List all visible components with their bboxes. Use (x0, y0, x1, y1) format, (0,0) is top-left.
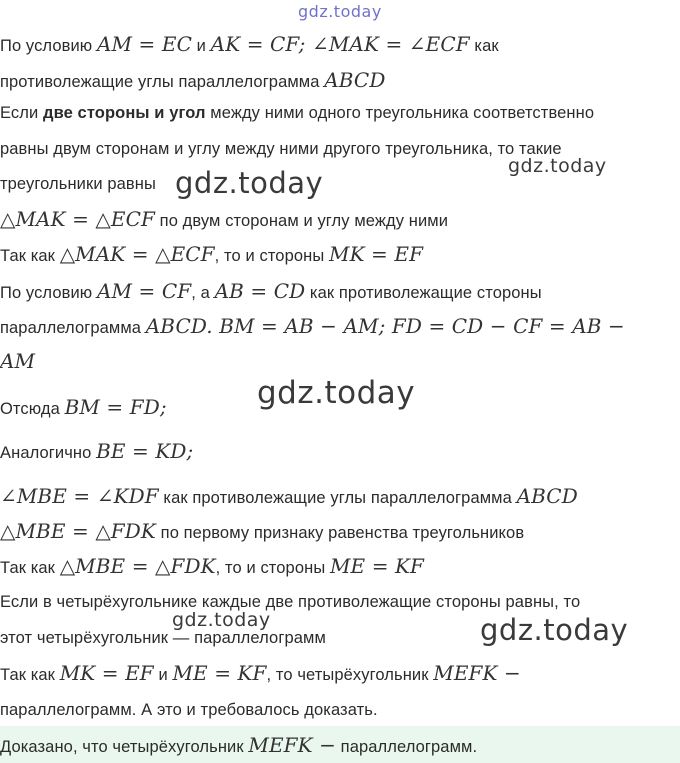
conclusion-line (0, 733, 477, 759)
line-10 (0, 349, 35, 375)
line-15 (0, 554, 424, 580)
math: ME = KF (172, 661, 267, 685)
text: Так как (0, 247, 60, 265)
math: BM = FD; (64, 395, 167, 419)
text: противолежащие углы параллелограмма (0, 73, 325, 91)
math: AM (0, 349, 36, 373)
text: , то и стороны (215, 559, 330, 577)
line-1 (0, 32, 499, 58)
line-18 (0, 661, 521, 687)
line-5 (0, 172, 156, 196)
conclusion-box (0, 726, 680, 763)
text: параллелограмма (0, 319, 146, 337)
text: параллелограмм. (335, 738, 478, 756)
line-17 (0, 626, 326, 650)
watermark: gdz.today (508, 155, 607, 177)
math: AM = EC (96, 32, 192, 56)
text: по двум сторонам и углу между ними (154, 212, 449, 230)
math: MEFK − (433, 661, 521, 685)
line-3 (0, 101, 594, 125)
text: , то и стороны (214, 247, 329, 265)
text: Если (0, 104, 43, 122)
text: и (153, 666, 173, 684)
math: MEFK − (248, 733, 336, 757)
line-8 (0, 279, 542, 305)
math: AK = CF; ∠MAK = ∠ECF (210, 32, 470, 56)
watermark-top: gdz.today (298, 2, 382, 21)
line-2 (0, 68, 385, 94)
line-4 (0, 137, 562, 161)
text: как (469, 37, 499, 55)
line-14 (0, 519, 524, 545)
text: По условию (0, 37, 97, 55)
line-12 (0, 439, 193, 465)
text: и (191, 37, 211, 55)
text: параллелограмм. А это и требовалось доказать. (0, 701, 378, 719)
math: ABCD. BM = AB − AM; FD = CD − CF = AB − (145, 314, 625, 338)
math: ABCD (324, 68, 386, 92)
text: По условию (0, 284, 97, 302)
math: △MBE = △FDK (59, 554, 216, 578)
line-9 (0, 314, 625, 340)
math: △MAK = △ECF (59, 242, 215, 266)
math: MK = EF (328, 242, 424, 266)
math: AB = CD (214, 279, 306, 303)
text: Так как (0, 666, 60, 684)
bold-text: две стороны и угол (43, 104, 206, 122)
text: , то четырёхугольник (266, 666, 434, 684)
math: ME = KF (329, 554, 425, 578)
text: Аналогично (0, 444, 97, 462)
text: по первому признаку равенства треугольников (155, 524, 525, 542)
text: Доказано, что четырёхугольник (0, 738, 249, 756)
line-11 (0, 395, 167, 421)
text: Отсюда (0, 400, 65, 418)
text: равны двум сторонам и углу между ними другого треугольника, то такие (0, 140, 562, 158)
math: BE = KD; (96, 439, 194, 463)
line-7 (0, 242, 423, 268)
watermark: gdz.today (257, 375, 416, 411)
text: , а (191, 284, 215, 302)
math: MK = EF (59, 661, 154, 685)
math: ∠MBE = ∠KDF (0, 484, 159, 508)
text: как противолежащие стороны (305, 284, 542, 302)
line-13 (0, 484, 578, 510)
watermark: gdz.today (480, 613, 629, 647)
text: Так как (0, 559, 60, 577)
watermark: gdz.today (175, 166, 324, 200)
text: между ними одного треугольника соответственно (205, 104, 595, 122)
text: этот четырёхугольник — параллелограмм (0, 629, 326, 647)
text: треугольники равны (0, 175, 156, 193)
text: Если в четырёхугольнике каждые две противолежащие стороны равны, то (0, 593, 581, 611)
math: △MAK = △ECF (0, 207, 155, 231)
line-19 (0, 698, 378, 722)
math: ABCD (516, 484, 578, 508)
line-16 (0, 590, 580, 614)
text: как противолежащие углы параллелограмма (158, 489, 517, 507)
watermark: gdz.today (172, 609, 271, 631)
line-6 (0, 207, 448, 233)
math: △MBE = △FDK (0, 519, 156, 543)
math: AM = CF (96, 279, 192, 303)
